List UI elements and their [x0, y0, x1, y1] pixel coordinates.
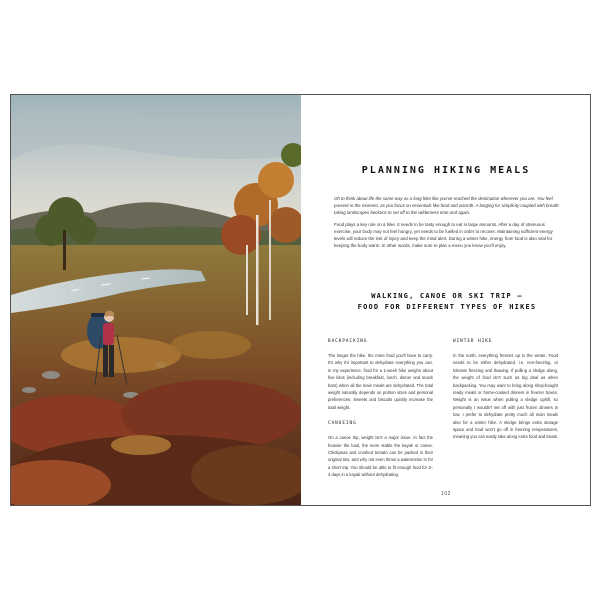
- landscape-photo: [11, 95, 301, 505]
- page-title: PLANNING HIKING MEALS: [361, 165, 531, 176]
- subtitle-line-1: WALKING, CANOE OR SKI TRIP —: [371, 292, 523, 300]
- left-column: [328, 339, 433, 489]
- intro-paragraph-1: Oh to think about life the same way as a long hike like you've reached the destination wherever you are. You feel present in the moment, as you focus on essentials like food and warmth. A longing for simplicity coupled with breath-taking landscapes beckons to set off to the wilderness time and again.: [334, 196, 560, 215]
- subtitle-line-2: FOOD FOR DIFFERENT TYPES OF HIKES: [357, 303, 537, 311]
- page-number: 102: [441, 491, 451, 497]
- right-column: [453, 339, 558, 451]
- body-canoeing: On a canoe trip, weight isn't a major issue. In fact the heavier the load, the more stable the kayak or canoe. Chickpeas and crushed tomato can be packed in their original tins, and why not even throw a watermelon in for a short trip. You should be able to fit enough food for 3–4 days in a kayak without dehydrating.: [328, 435, 433, 478]
- heading-canoeing: CANOEING: [328, 421, 357, 427]
- body-backpacking: The longer the hike, the more food you'll have to carry. It's why it's important to dehydrate everything you can. In my experience, food for a 1-week hike weighs about five kilos (including breakfast, lunch, dinner and snack bars) when all the main meals are dehydrated. The total weight naturally depends on portion sizes and personal preferences. Sweets and biscuits quickly increase the total weight.: [328, 353, 433, 410]
- intro-text: [334, 195, 560, 254]
- intro-paragraph-2: Food plays a key role on a hike. It needs to be tasty enough to eat in large amounts. After a day of strenuous exercise, your body may not feel hungry, yet needs to be fuelled in order to recover. Maintaining sufficient energy levels will reduce the risk of injury and keep the mind alert. During a winter hike, energy from food is also vital for keeping the body warm. In other words, make sure to plan a menu you know you'll enjoy.: [334, 222, 553, 248]
- book-spread: [10, 94, 591, 506]
- text-page: [302, 95, 590, 505]
- body-winter-hike: In the north, everything freezes up in the winter. Food needs to be either dehydrated, i.e. non-freezing, or tolerate freezing and thawing. If pulling a sledge along, the weight of food isn't such as big deal as when backpacking. You may want to bring along shop-bought ready meals or home-cooked dinners in freezer boxes. Weight is an issue when pulling a sledge uphill, so personally I wouldn't set off with just frozen dinners in tow. I prefer to dehydrate pretty much all main meals also for a winter hike. A sledge brings extra storage space and food won't go off in freezing temperatures, meaning you can easily take along extra food and treats.: [453, 353, 558, 440]
- section-subtitle: [332, 291, 562, 313]
- heading-backpacking: BACKPACKING: [328, 339, 368, 344]
- photo-page: [11, 95, 301, 505]
- heading-winter-hike: WINTER HIKE: [453, 339, 493, 344]
